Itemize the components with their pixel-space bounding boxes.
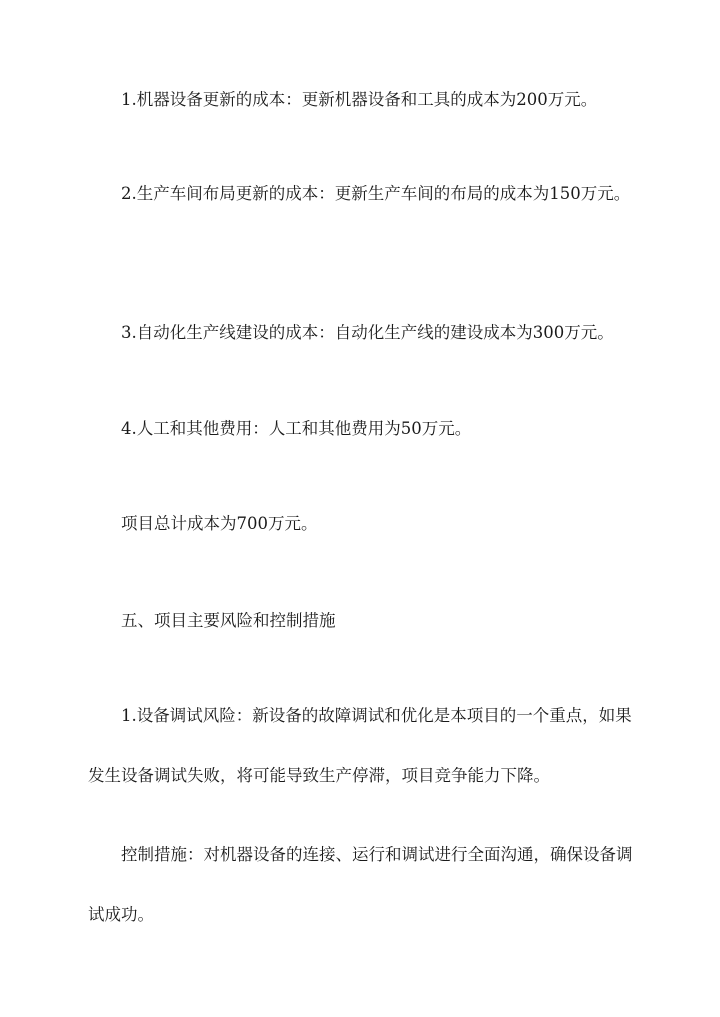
section-heading-risks: 五、项目主要风险和控制措施: [121, 611, 336, 630]
paragraph-equipment-cost: 1.机器设备更新的成本：更新机器设备和工具的成本为200万元。: [121, 90, 598, 109]
paragraph-automation-line-cost: 3.自动化生产线建设的成本：自动化生产线的建设成本为300万元。: [121, 323, 614, 342]
paragraph-total-cost: 项目总计成本为700万元。: [121, 514, 318, 533]
paragraph-control-measures: 控制措施：对机器设备的连接、运行和调试进行全面沟通，确保设备调试成功。: [88, 845, 633, 924]
paragraph-workshop-layout-cost: 2.生产车间布局更新的成本：更新生产车间的布局的成本为150万元。: [121, 184, 631, 203]
paragraph-labor-other-cost: 4.人工和其他费用：人工和其他费用为50万元。: [121, 419, 472, 438]
paragraph-debug-risk: 1.设备调试风险：新设备的故障调试和优化是本项目的一个重点，如果发生设备调试失败，将可能导致生产停滞，项目竞争能力下降。: [88, 706, 632, 785]
